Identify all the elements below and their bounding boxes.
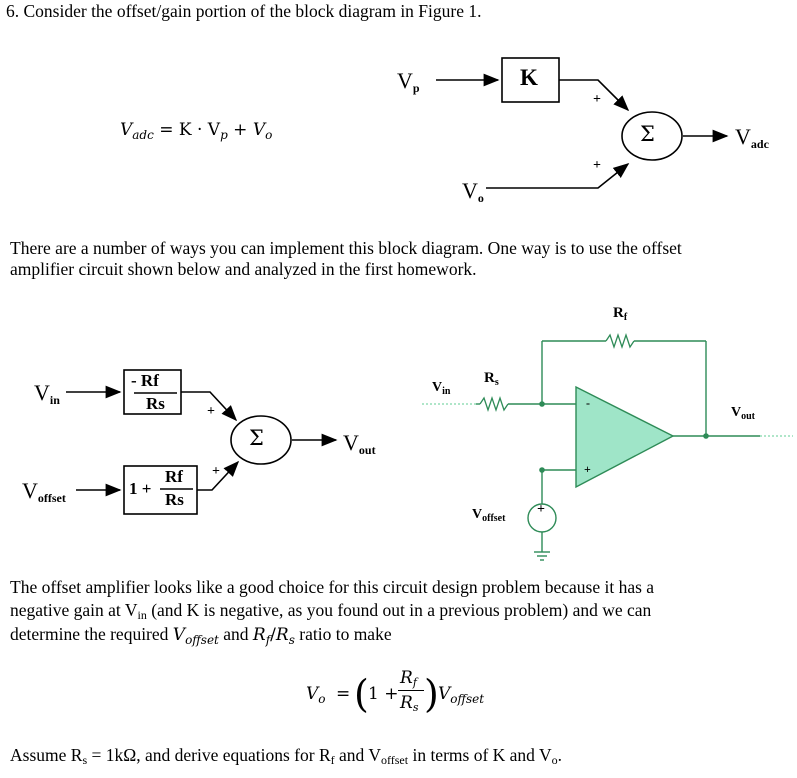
d2-vin-sub: in (49, 393, 60, 407)
eq2-open-paren: ( (354, 672, 369, 716)
eq2-num (400, 668, 417, 689)
final-c: and V (334, 745, 381, 765)
d1-sigma: Σ (640, 122, 655, 146)
paragraph-2-line-3 (10, 624, 392, 651)
eq2-den-sub: s (412, 701, 419, 714)
opamp-minus: - (586, 396, 590, 410)
eq2-den (400, 693, 418, 714)
eq1-sub-p: p (220, 128, 228, 142)
d2-plus-top: + (207, 404, 215, 419)
paragraph-1-line-2: amplifier circuit shown below and analyzed in the first homework. (10, 259, 477, 279)
vo-to-sum-arrow (486, 164, 628, 188)
p2-determine: determine the required (10, 624, 173, 644)
p2-r1: R (252, 625, 266, 645)
eq2-frac-line (398, 690, 424, 691)
eq2-voff (438, 684, 484, 706)
paragraph-1-line-1: There are a number of ways you can implement this block diagram. One way is to use the offset (10, 238, 682, 258)
circuit-rf-label (613, 305, 627, 323)
eq1-rhs: = K · V (159, 120, 221, 140)
circuit-rs-label (484, 370, 499, 388)
eq2-lhs-wrap (306, 684, 326, 706)
eq1-sub-o: o (265, 128, 273, 142)
eq2-lhs: V (306, 684, 319, 704)
rs-resistor (480, 398, 508, 410)
c-vin: V (432, 380, 443, 395)
eq2-one-plus: 1 + (368, 684, 399, 704)
d1-vo: V (462, 178, 478, 203)
source-plus: + (537, 502, 545, 517)
d2-pos-prefix: 1 + (129, 479, 152, 498)
d2-vout-label (343, 430, 376, 458)
final-d: in terms of K and V (408, 745, 552, 765)
p2-neg-gain: negative gain at V (10, 600, 138, 620)
equation-vo (306, 666, 526, 722)
final-a-sub: s (82, 753, 88, 767)
final-e: . (557, 745, 562, 765)
final-b: = 1kΩ, and derive equations for R (87, 745, 331, 765)
final-c-sub: offset (380, 753, 409, 767)
offset-amp-circuit (422, 335, 793, 560)
eq2-lhs-sub: o (318, 692, 326, 706)
eq2-num-sub: f (412, 676, 417, 689)
eq2-equals: = (336, 684, 351, 704)
rs-text: R (484, 370, 495, 386)
d1-vp: V (397, 68, 413, 93)
eq2-voff-v: V (438, 684, 451, 704)
rf-resistor (606, 335, 634, 347)
d2-sigma: Σ (249, 426, 264, 450)
c-voffset: V (472, 507, 483, 522)
opamp-plus: + (584, 462, 591, 476)
final-instruction (10, 745, 562, 771)
d1-vadc: V (735, 124, 751, 149)
final-b-sub: f (330, 753, 335, 767)
p2-s-sub: s (288, 633, 295, 647)
d1-vp-sub: p (412, 81, 420, 95)
c-vout-sub: out (741, 411, 756, 422)
d2-pos-den: Rs (165, 490, 184, 509)
d1-vp-label (397, 68, 420, 96)
question-text: 6. Consider the offset/gain portion of the block diagram in Figure 1. (6, 1, 482, 21)
d2-vout: V (343, 430, 359, 455)
rs-sub: s (494, 377, 499, 388)
d1-plus-top: + (593, 92, 601, 107)
p2-v: V (172, 625, 186, 645)
p2-slash: / (270, 625, 276, 645)
c-voffset-sub: offset (482, 513, 506, 524)
circuit-vin-label (432, 380, 450, 397)
d2-voffset-sub: offset (37, 491, 66, 505)
p2-r2: R (275, 625, 289, 645)
final-d-sub: o (551, 753, 558, 767)
d2-voffset: V (22, 478, 38, 503)
rf-text: R (613, 305, 624, 321)
d2-neg-den: Rs (146, 394, 165, 413)
eq1-lhs: V (120, 120, 133, 140)
paragraph-2-line-1: The offset amplifier looks like a good choice for this circuit design problem because it has a (10, 577, 655, 597)
circuit-vout-label (731, 405, 755, 422)
c-vout: V (731, 405, 742, 420)
eq2-num-r: R (400, 668, 413, 688)
d1-plus-bottom: + (593, 158, 601, 173)
p2-ratio-rest: ratio to make (294, 624, 392, 644)
p2-line2-rest: (and K is negative, as you found out in a previous problem) and we can (146, 600, 652, 620)
d1-vadc-sub: adc (750, 137, 769, 151)
eq2-den-r: R (400, 693, 413, 713)
d2-vin-label (34, 380, 60, 408)
p2-in-sub: in (137, 608, 147, 622)
p2-f-sub: f (265, 633, 271, 647)
p2-offset-sub: offset (185, 633, 219, 647)
c-vin-sub: in (442, 386, 451, 397)
d2-plus-bottom: + (212, 464, 220, 479)
paragraph-2-line-2 (10, 600, 651, 626)
circuit-voffset-label (472, 507, 505, 524)
eq1-mid: + V (227, 120, 266, 140)
d2-vout-sub: out (358, 443, 376, 457)
eq2-voff-sub: offset (450, 692, 485, 706)
eq2-close-paren: ) (424, 672, 439, 716)
rf-sub: f (623, 312, 628, 323)
d2-neg-num: - Rf (131, 371, 159, 390)
d1-vadc-label (735, 124, 769, 152)
d1-vo-label (462, 178, 484, 206)
final-a: Assume R (10, 745, 83, 765)
node-out (703, 433, 709, 439)
d2-pos-num: Rf (165, 467, 183, 486)
d2-vin: V (34, 380, 50, 405)
d2-voffset-label (22, 478, 66, 506)
d1-vo-sub: o (477, 191, 484, 205)
eq1-lhs-sub: adc (132, 128, 154, 142)
d1-k-label: K (520, 65, 538, 90)
p2-and: and (218, 624, 253, 644)
